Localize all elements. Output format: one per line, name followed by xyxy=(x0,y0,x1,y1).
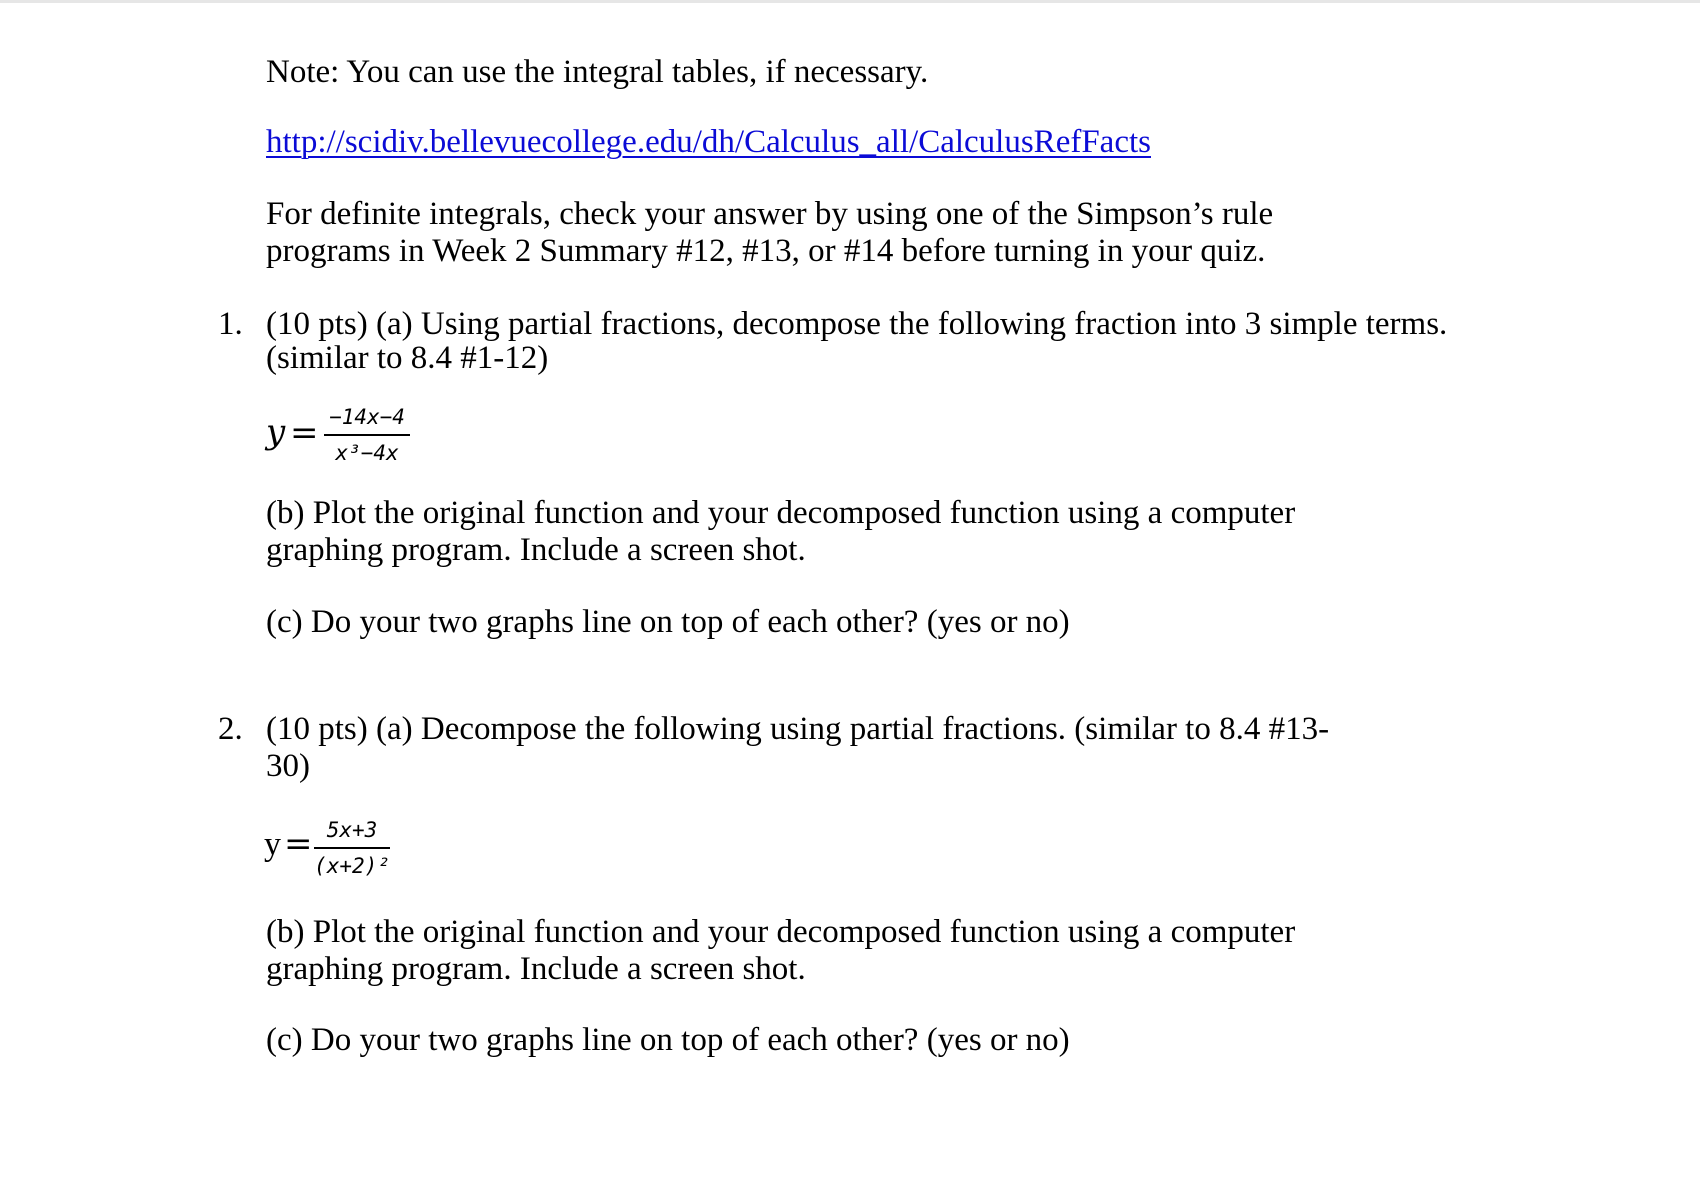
instructions-line-2: programs in Week 2 Summary #12, #13, or #14 before turning in your quiz. xyxy=(266,233,1266,269)
equation-equals: = xyxy=(290,413,319,453)
fraction-bar xyxy=(324,434,410,436)
question-1-part-b-line-2: graphing program. Include a screen shot. xyxy=(266,532,806,568)
fraction-denominator: (x+2)² xyxy=(314,854,390,878)
fraction-denominator: x³−4x xyxy=(335,441,399,465)
question-number: 1. xyxy=(218,306,243,342)
question-1-part-b-line-1: (b) Plot the original function and your decomposed function using a computer xyxy=(266,495,1296,531)
note-text: Note: You can use the integral tables, if necessary. xyxy=(266,54,929,90)
question-1-part-a-line-2: (similar to 8.4 #1-12) xyxy=(266,340,549,376)
question-2-part-a-line-2: 30) xyxy=(266,748,310,784)
equation-equals: = xyxy=(284,824,313,864)
fraction-numerator: 5x+3 xyxy=(326,818,378,842)
equation-lhs: y xyxy=(266,412,286,452)
reference-link[interactable]: http://scidiv.bellevuecollege.edu/dh/Calculus_all/CalculusRefFacts xyxy=(266,124,1151,160)
question-2-part-a-line-1: (10 pts) (a) Decompose the following using partial fractions. (similar to 8.4 #13- xyxy=(266,711,1330,747)
page-top-border xyxy=(0,0,1700,3)
equation-lhs: y xyxy=(264,826,281,863)
instructions-line-1: For definite integrals, check your answer by using one of the Simpson’s rule xyxy=(266,196,1274,232)
question-2-part-b-line-2: graphing program. Include a screen shot. xyxy=(266,951,806,987)
question-1-part-a-line-1: (10 pts) (a) Using partial fractions, decompose the following fraction into 3 simple terms. xyxy=(266,306,1448,342)
question-2-part-b-line-1: (b) Plot the original function and your decomposed function using a computer xyxy=(266,914,1296,950)
question-1-part-c: (c) Do your two graphs line on top of each other? (yes or no) xyxy=(266,604,1070,640)
fraction-numerator: −14x−4 xyxy=(329,405,405,429)
question-number: 2. xyxy=(218,711,243,747)
fraction xyxy=(324,404,410,466)
fraction xyxy=(314,817,390,879)
question-2-part-c: (c) Do your two graphs line on top of each other? (yes or no) xyxy=(266,1022,1070,1058)
fraction-bar xyxy=(314,847,390,849)
